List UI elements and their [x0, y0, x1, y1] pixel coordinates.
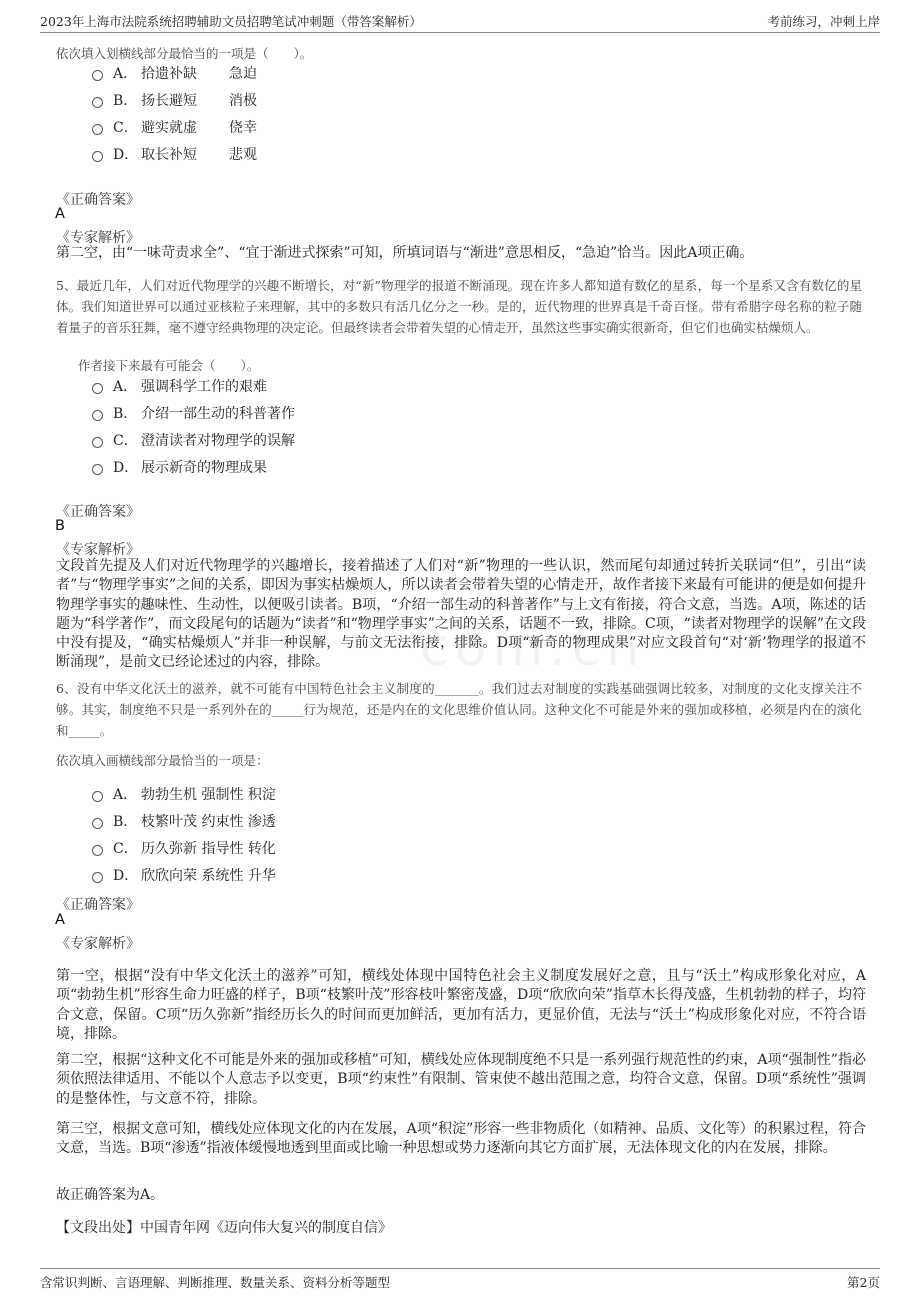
q4-option-a[interactable]: A． 拾遗补缺 急迫: [92, 64, 257, 84]
page-number: 第2页: [847, 1275, 880, 1290]
q6-prompt: 依次填入画横线部分最恰当的一项是：: [56, 753, 269, 768]
radio-icon[interactable]: [92, 791, 103, 802]
watermark: com.cn: [420, 618, 646, 678]
q5-answer-label: 《正确答案》: [56, 504, 140, 520]
q5-answer: B: [55, 518, 65, 534]
q5-option-b[interactable]: B． 介绍一部生动的科普著作: [92, 404, 295, 424]
page-footer: [40, 1268, 880, 1293]
radio-icon[interactable]: [92, 464, 103, 475]
radio-icon[interactable]: [92, 70, 103, 81]
q4-analysis: 第二空，由“一味苛责求全”、“宜于渐进式探索”可知，所填词语与“渐进”意思相反，“急迫”恰当。因此A项正确。: [56, 245, 754, 261]
q6-analysis-para-1: 第一空，根据“没有中华文化沃土的滋养”可知，横线处体现中国特色社会主义制度发展好之意，且与“沃土”构成形象化对应，A项“勃勃生机”形容生命力旺盛的样子，B项“枝繁叶茂”形容枝叶繁密茂盛，D项“欣欣向荣”指草木长得茂盛，生机勃勃的样子，均符合文意，保留。C项“历久弥新”指经历长久的时间而更加鲜活，更加有活力，更显价值，无法与“沃土”构成形象化对应，不符合语境，排除。: [56, 968, 866, 1042]
radio-icon[interactable]: [92, 437, 103, 448]
radio-icon[interactable]: [92, 124, 103, 135]
radio-icon[interactable]: [92, 151, 103, 162]
q4-prompt: 依次填入划横线部分最恰当的一项是（ ）。: [56, 46, 313, 61]
header-slogan: 考前练习，冲刺上岸: [767, 14, 880, 29]
q4-analysis-label: 《专家解析》: [56, 230, 140, 246]
radio-icon[interactable]: [92, 872, 103, 883]
q5-option-c[interactable]: C． 澄清读者对物理学的误解: [92, 431, 295, 451]
q6-analysis-label: 《专家解析》: [56, 936, 140, 952]
page-header: [40, 10, 880, 33]
q5-analysis-label: 《专家解析》: [56, 542, 140, 558]
q6-analysis-para-2: 第二空，根据“这种文化不可能是外来的强加或移植”可知，横线处应体现制度绝不只是一系列强行规范性的约束，A项“强制性”指必须依照法律适用、不能以个人意志予以变更，B项“约束性”有限制、管束使不越出范围之意，均符合文意，保留。D项“系统性”强调的是整体性，与文意不符，排除。: [56, 1052, 866, 1107]
q6-answer: A: [55, 912, 65, 928]
q6-option-b[interactable]: B． 枝繁叶茂 约束性 渗透: [92, 812, 276, 832]
footer-note: 含常识判断、言语理解、判断推理、数量关系、资料分析等题型: [40, 1275, 391, 1290]
q4-option-b[interactable]: B． 扬长避短 消极: [92, 91, 257, 111]
q4-answer: A: [55, 206, 65, 222]
q6-analysis-para-3: 第三空，根据文意可知，横线处应体现文化的内在发展，A项“积淀”形容一些非物质化（如精神、品质、文化等）的积累过程，符合文意，当选。B项“渗透”指液体缓慢地透到里面或比喻一种思想或势力逐渐向其它方面扩展，无法体现文化的内在发展，排除。: [56, 1121, 866, 1157]
q5-option-a[interactable]: A． 强调科学工作的艰难: [92, 377, 267, 397]
radio-icon[interactable]: [92, 383, 103, 394]
q6-option-d[interactable]: D． 欣欣向荣 系统性 升华: [92, 866, 276, 886]
q5-option-d[interactable]: D． 展示新奇的物理成果: [92, 458, 267, 478]
q6-option-a[interactable]: A． 勃勃生机 强制性 积淀: [92, 785, 276, 805]
q4-option-d[interactable]: D． 取长补短 悲观: [92, 145, 257, 165]
radio-icon[interactable]: [92, 410, 103, 421]
q4-option-c[interactable]: C． 避实就虚 侥幸: [92, 118, 257, 138]
q4-answer-label: 《正确答案》: [56, 192, 140, 208]
radio-icon[interactable]: [92, 845, 103, 856]
q5-analysis: 文段首先提及人们对近代物理学的兴趣增长，接着描述了人们对“新”物理的一些认识，然而尾句却通过转折关联词“但”，引出“读者”与“物理学事实”之间的关系，即因为事实枯燥烦人，所以读者会带着失望的心情走开，故作者接下来最有可能讲的便是如何提升物理学事实的趣味性、生动性，以便吸引读者。B项，“介绍一部生动的科普著作”与上文有衔接，符合文意，当选。A项，陈述的话题为“科学著作”，而文段尾句的话题为“读者”和“物理学事实”之间的关系，话题不一致，排除。C项，“读者对物理学的误解”在文段中没有提及，“确实枯燥烦人”并非一种误解，与前文无法衔接，排除。D项“新奇的物理成果”对应文段首句“对‘新’物理学的报道不断涌现”，是前文已经论述过的内容，排除。: [56, 558, 866, 671]
radio-icon[interactable]: [92, 818, 103, 829]
q6-analysis-para-4: 故正确答案为A。: [56, 1187, 165, 1203]
radio-icon[interactable]: [92, 97, 103, 108]
q5-passage: 5、最近几年，人们对近代物理学的兴趣不断增长，对“新”物理学的报道不断涌现。现在许多人都知道有数亿的星系，每一个星系又含有数亿的星体。我们知道世界可以通过亚核粒子来理解，其中的多数只有活几亿分之一秒。是的，近代物理的世界真是千奇百怪。带有希腊字母名称的粒子随着量子的音乐狂舞，毫不遵守经典物理的决定论。但最终读者会带着失望的心情走开，虽然这些事实确实很新奇，但它们也确实枯燥烦人。: [56, 278, 862, 335]
q6-answer-label: 《正确答案》: [56, 897, 140, 913]
header-title: 2023年上海市法院系统招聘辅助文员招聘笔试冲刺题（带答案解析）: [40, 14, 422, 29]
q6-passage: 6、没有中华文化沃土的滋养，就不可能有中国特色社会主义制度的_______。我们过去对制度的实践基础强调比较多，对制度的文化支撑关注不够。其实，制度绝不只是一系列外在的_____行为规范，还是内在的文化思维价值认同。这种文化不可能是外来的强加或移植，必须是内在的演化和_____。: [56, 681, 862, 738]
q6-option-c[interactable]: C． 历久弥新 指导性 转化: [92, 839, 276, 859]
q5-prompt: 作者接下来最有可能会（ ）。: [78, 358, 260, 373]
q6-source: 【文段出处】中国青年网《迈向伟大复兴的制度自信》: [56, 1220, 392, 1236]
